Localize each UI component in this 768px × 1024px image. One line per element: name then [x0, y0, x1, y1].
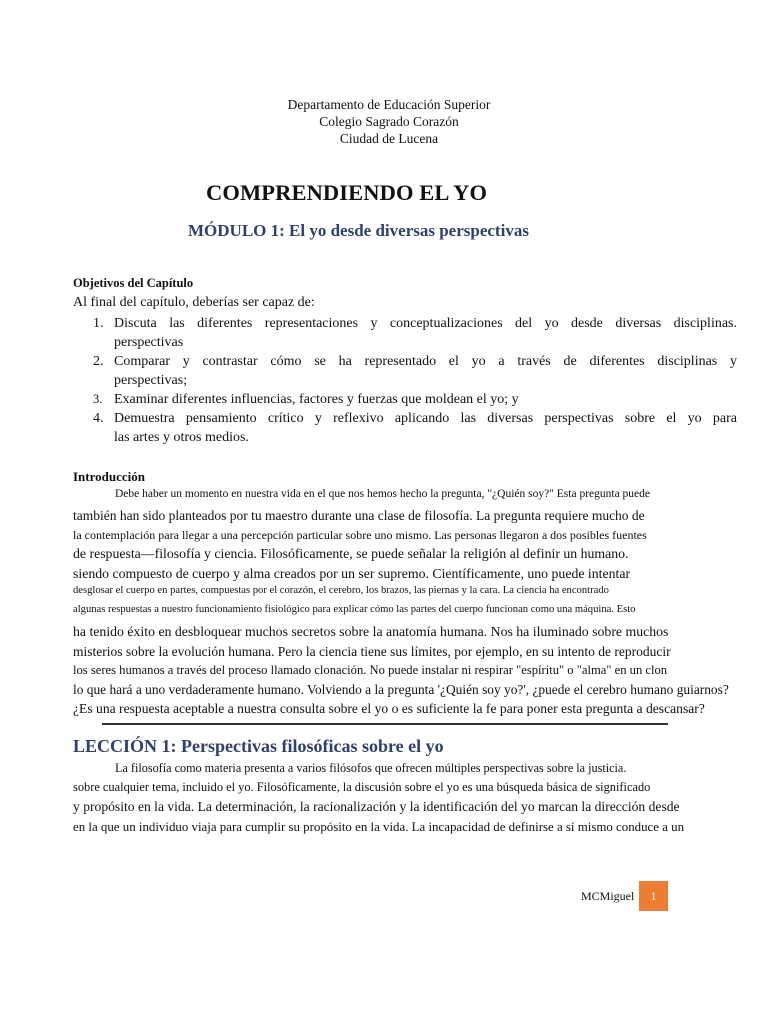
document-header: [0, 96, 768, 147]
objective-text: Demuestra pensamiento crítico y reflexivo aplicando las diversas perspectivas sobre el yo para: [114, 411, 737, 426]
department-name: Departamento de Educación Superior: [287, 97, 491, 112]
objective-item: [73, 352, 737, 390]
objective-number: 4.: [93, 411, 104, 426]
intro-line: misterios sobre la evolución humana. Pero la ciencia tiene sus límites, por ejemplo, en su intento de reproducir: [73, 644, 671, 659]
intro-line: de respuesta—filosofía y ciencia. Filosóficamente, se puede señalar la religión al definir un humano.: [73, 546, 629, 561]
intro-line: siendo compuesto de cuerpo y alma creados por un ser supremo. Científicamente, uno puede intentar: [73, 566, 631, 581]
intro-line: ¿Es una respuesta aceptable a nuestra consulta sobre el yo o es suficiente la fe para poner esta pregunta a descansar?: [73, 701, 705, 716]
objective-continuation: perspectivas: [114, 335, 184, 350]
objective-number: 1.: [93, 316, 104, 331]
lesson-heading: LECCIÓN 1: Perspectivas filosóficas sobre el yo: [73, 736, 444, 756]
intro-line: Debe haber un momento en nuestra vida en el que nos hemos hecho la pregunta, "¿Quién soy?" Esta pregunta puede: [115, 488, 651, 500]
lesson-line: y propósito en la vida. La determinación, la racionalización y la identificación del yo marcan la dirección desde: [73, 799, 680, 814]
module-title: MÓDULO 1: El yo desde diversas perspectivas: [188, 221, 529, 240]
lesson-line: sobre cualquier tema, incluido el yo. Filosóficamente, la discusión sobre el yo es una búsqueda básica de significado: [73, 780, 651, 794]
objective-text: Examinar diferentes influencias, factores y fuerzas que moldean el yo; y: [114, 392, 519, 407]
objectives-intro: Al final del capítulo, deberías ser capaz de:: [73, 295, 315, 310]
introduction-heading: Introducción: [73, 469, 145, 484]
city-name: Ciudad de Lucena: [339, 131, 439, 146]
objective-number: 3.: [93, 392, 103, 406]
section-divider: [102, 723, 668, 725]
intro-line: los seres humanos a través del proceso llamado clonación. No puede instalar ni respirar "espíritu" o "alma" en un clon: [73, 663, 668, 677]
objective-continuation: perspectivas;: [114, 373, 188, 388]
intro-line: ha tenido éxito en desbloquear muchos secretos sobre la anatomía humana. Nos ha iluminado sobre muchos: [73, 624, 669, 639]
objective-item: [73, 390, 737, 409]
intro-line: lo que hará a uno verdaderamente humano. Volviendo a la pregunta '¿Quién soy yo?', ¿puede el cerebro humano guiarnos?: [73, 682, 729, 697]
objectives-list: [73, 314, 737, 447]
lesson-line: en la que un individuo viaja para cumplir su propósito en la vida. La incapacidad de definirse a sí mismo conduce a un: [73, 820, 685, 834]
lesson-line: La filosofía como materia presenta a varios filósofos que ofrecen múltiples perspectivas sobre la justicia.: [115, 761, 627, 775]
page-number-badge: 1: [639, 881, 668, 911]
intro-line: la contemplación para llegar a una percepción particular sobre uno mismo. Las personas llegaron a dos posibles fuentes: [73, 528, 647, 542]
college-name: Colegio Sagrado Corazón: [319, 114, 459, 129]
objective-text: Comparar y contrastar cómo se ha representado el yo a través de diferentes disciplinas y: [114, 354, 737, 369]
objective-continuation: las artes y otros medios.: [114, 430, 249, 445]
document-title: COMPRENDIENDO EL YO: [206, 180, 488, 205]
intro-line: también han sido planteados por tu maestro durante una clase de filosofía. La pregunta requiere mucho de: [73, 508, 645, 523]
objective-number: 2.: [93, 354, 104, 369]
intro-line: algunas respuestas a nuestro funcionamiento fisiológico para explicar cómo las partes del cuerpo funcionan como una máquina. Esto: [73, 604, 636, 615]
footer-author: MCMiguel: [581, 889, 635, 903]
objective-text: Discuta las diferentes representaciones y conceptualizaciones del yo desde diversas disciplinas.: [114, 316, 737, 331]
objective-item: [73, 409, 737, 447]
intro-line: desglosar el cuerpo en partes, compuestas por el corazón, el cerebro, los brazos, las piernas y la cara. La ciencia ha encontrado: [73, 585, 609, 596]
objective-item: [73, 314, 737, 352]
objectives-heading: Objetivos del Capítulo: [73, 276, 194, 290]
